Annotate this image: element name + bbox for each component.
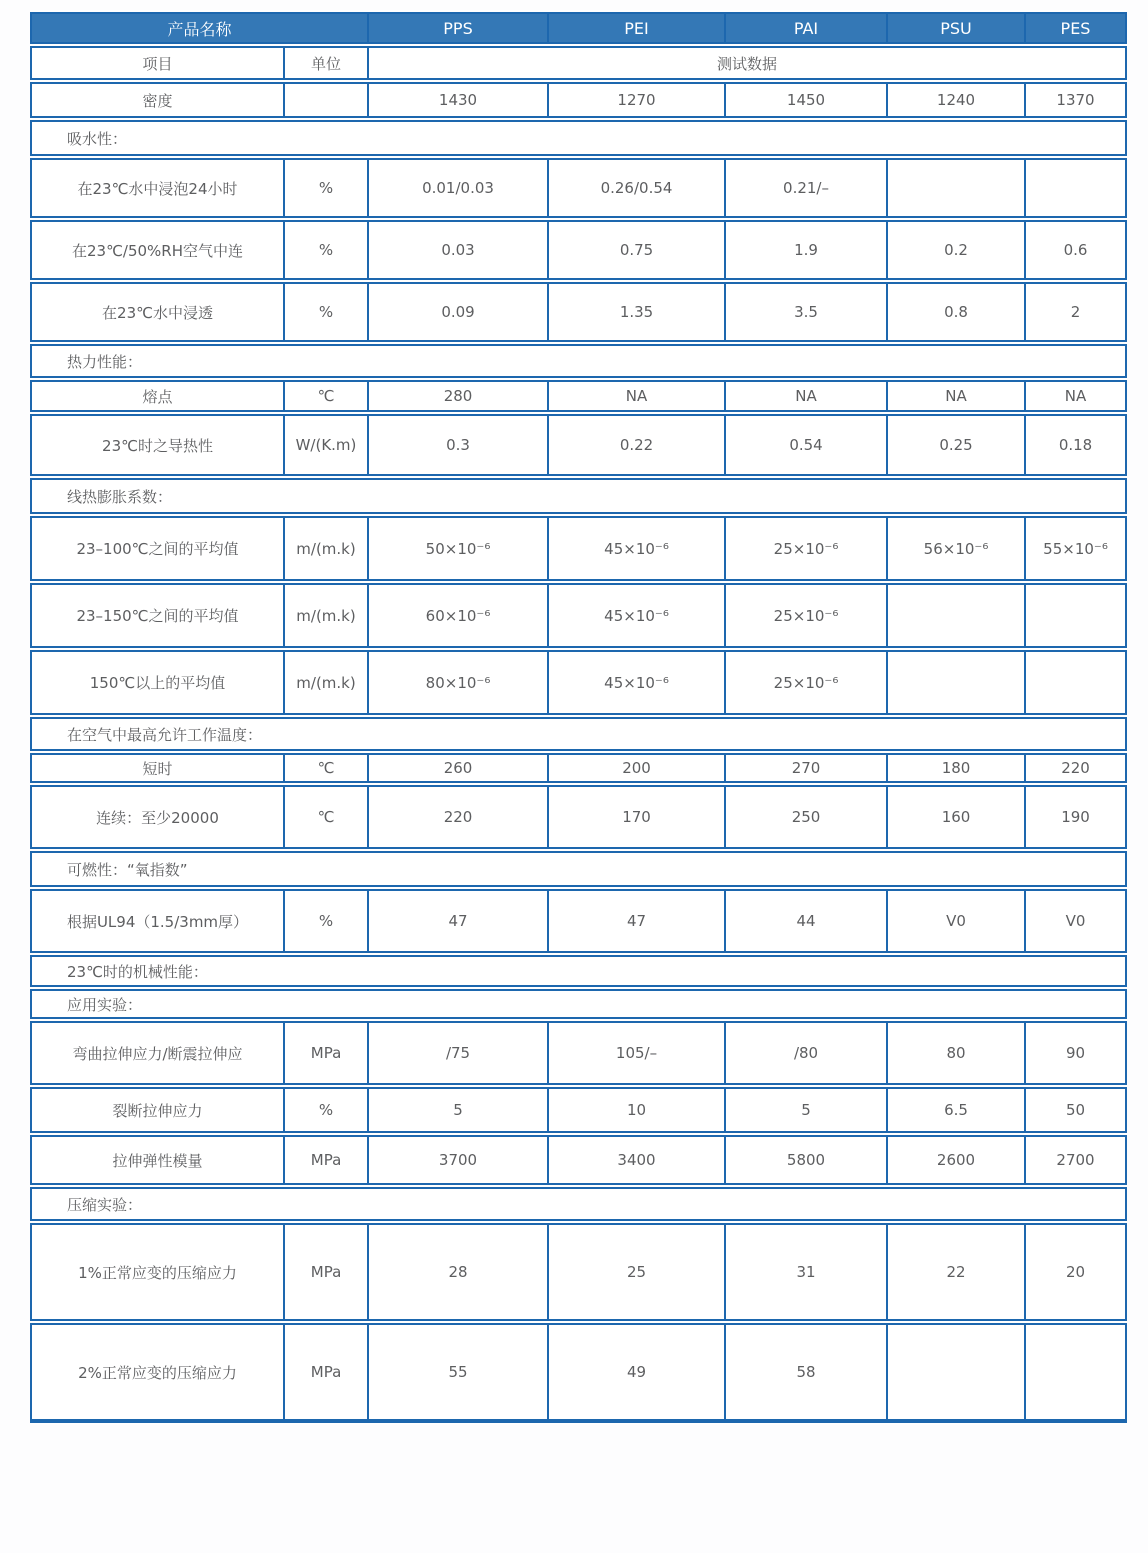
subheader-row	[30, 46, 1127, 80]
value-cell: 0.75	[548, 220, 725, 280]
product-header-row	[30, 12, 1127, 44]
value-cell: 220	[1025, 753, 1127, 783]
table-row	[30, 380, 1127, 412]
product-header-cell: PAI	[725, 12, 887, 44]
product-header-cell: PPS	[368, 12, 548, 44]
value-cell: 28	[368, 1223, 548, 1321]
value-cell: 1270	[548, 82, 725, 118]
property-label-cell: 在23℃水中浸泡24小时	[30, 158, 284, 218]
product-header-cell: PSU	[887, 12, 1025, 44]
value-cell: 47	[548, 889, 725, 953]
section-row	[30, 1187, 1127, 1221]
value-cell: 0.18	[1025, 414, 1127, 476]
property-label-cell: 23–100℃之间的平均值	[30, 516, 284, 581]
value-cell: 270	[725, 753, 887, 783]
value-cell	[887, 158, 1025, 218]
value-cell: 49	[548, 1323, 725, 1423]
value-cell: 3400	[548, 1135, 725, 1185]
product-name-header-cell: 产品名称	[30, 12, 368, 44]
value-cell: 0.6	[1025, 220, 1127, 280]
table-row	[30, 414, 1127, 476]
section-header-cell: 应用实验：	[30, 989, 1127, 1019]
value-cell: 2700	[1025, 1135, 1127, 1185]
value-cell: 1.9	[725, 220, 887, 280]
value-cell: 190	[1025, 785, 1127, 849]
value-cell: NA	[887, 380, 1025, 412]
value-cell: 55	[368, 1323, 548, 1423]
property-label-cell: 根据UL94（1.5/3mm厚）	[30, 889, 284, 953]
section-header-cell: 压缩实验：	[30, 1187, 1127, 1221]
value-cell: 45×10⁻⁶	[548, 650, 725, 715]
value-cell: 20	[1025, 1223, 1127, 1321]
section-header-cell: 吸水性：	[30, 120, 1127, 156]
value-cell: 0.54	[725, 414, 887, 476]
table-row	[30, 158, 1127, 218]
unit-cell: MPa	[284, 1135, 368, 1185]
unit-header-cell: 单位	[284, 46, 368, 80]
value-cell: 250	[725, 785, 887, 849]
value-cell: NA	[725, 380, 887, 412]
unit-cell: ℃	[284, 380, 368, 412]
property-label-cell: 拉伸弹性模量	[30, 1135, 284, 1185]
table-row	[30, 82, 1127, 118]
value-cell: 200	[548, 753, 725, 783]
value-cell: 3.5	[725, 282, 887, 342]
value-cell: 1370	[1025, 82, 1127, 118]
value-cell	[887, 1323, 1025, 1423]
value-cell: 5800	[725, 1135, 887, 1185]
section-row	[30, 989, 1127, 1019]
value-cell: 3700	[368, 1135, 548, 1185]
property-label-cell: 23–150℃之间的平均值	[30, 583, 284, 648]
value-cell: 58	[725, 1323, 887, 1423]
unit-cell: MPa	[284, 1323, 368, 1423]
value-cell: 6.5	[887, 1087, 1025, 1133]
value-cell: 1240	[887, 82, 1025, 118]
unit-cell	[284, 82, 368, 118]
unit-cell: m/(m.k)	[284, 650, 368, 715]
value-cell: 0.01/0.03	[368, 158, 548, 218]
value-cell: 55×10⁻⁶	[1025, 516, 1127, 581]
section-row	[30, 344, 1127, 378]
section-header-cell: 线热膨胀系数：	[30, 478, 1127, 514]
value-cell: 31	[725, 1223, 887, 1321]
property-label-cell: 熔点	[30, 380, 284, 412]
table-row	[30, 282, 1127, 342]
table-row	[30, 753, 1127, 783]
value-cell: 25×10⁻⁶	[725, 516, 887, 581]
value-cell: NA	[548, 380, 725, 412]
unit-cell: %	[284, 158, 368, 218]
section-row	[30, 478, 1127, 514]
value-cell: 1450	[725, 82, 887, 118]
properties-table	[30, 10, 1127, 1425]
value-cell: 180	[887, 753, 1025, 783]
product-header-cell: PEI	[548, 12, 725, 44]
value-cell: 80	[887, 1021, 1025, 1085]
section-row	[30, 120, 1127, 156]
value-cell: 160	[887, 785, 1025, 849]
value-cell: 0.25	[887, 414, 1025, 476]
property-label-cell: 弯曲拉伸应力/断震拉伸应	[30, 1021, 284, 1085]
unit-cell: %	[284, 889, 368, 953]
table-row	[30, 1087, 1127, 1133]
table-row	[30, 1135, 1127, 1185]
value-cell: V0	[1025, 889, 1127, 953]
property-label-cell: 短时	[30, 753, 284, 783]
value-cell: V0	[887, 889, 1025, 953]
property-label-cell: 150℃以上的平均值	[30, 650, 284, 715]
value-cell: 10	[548, 1087, 725, 1133]
table-row	[30, 889, 1127, 953]
product-header-cell: PES	[1025, 12, 1127, 44]
unit-cell: ℃	[284, 753, 368, 783]
value-cell: 0.03	[368, 220, 548, 280]
value-cell	[887, 650, 1025, 715]
table-row	[30, 220, 1127, 280]
value-cell: 50	[1025, 1087, 1127, 1133]
value-cell: 50×10⁻⁶	[368, 516, 548, 581]
unit-cell: MPa	[284, 1021, 368, 1085]
value-cell: 5	[725, 1087, 887, 1133]
section-header-cell: 在空气中最高允许工作温度：	[30, 717, 1127, 751]
table-row	[30, 1323, 1127, 1423]
section-header-cell: 23℃时的机械性能：	[30, 955, 1127, 987]
value-cell: 0.8	[887, 282, 1025, 342]
unit-cell: m/(m.k)	[284, 583, 368, 648]
property-label-cell: 裂断拉伸应力	[30, 1087, 284, 1133]
section-header-cell: 可燃性：“氧指数”	[30, 851, 1127, 887]
value-cell: 80×10⁻⁶	[368, 650, 548, 715]
property-label-cell: 2%正常应变的压缩应力	[30, 1323, 284, 1423]
unit-cell: %	[284, 282, 368, 342]
value-cell: 2600	[887, 1135, 1025, 1185]
value-cell: 0.21/–	[725, 158, 887, 218]
value-cell: 220	[368, 785, 548, 849]
property-label-cell: 23℃时之导热性	[30, 414, 284, 476]
value-cell	[1025, 158, 1127, 218]
value-cell: 90	[1025, 1021, 1127, 1085]
unit-cell: %	[284, 1087, 368, 1133]
table-row	[30, 1021, 1127, 1085]
value-cell: 0.26/0.54	[548, 158, 725, 218]
property-label-cell: 在23℃/50%RH空气中连	[30, 220, 284, 280]
value-cell: 60×10⁻⁶	[368, 583, 548, 648]
section-row	[30, 717, 1127, 751]
section-row	[30, 955, 1127, 987]
value-cell: 25	[548, 1223, 725, 1321]
table-row	[30, 650, 1127, 715]
unit-cell: ℃	[284, 785, 368, 849]
value-cell: 1430	[368, 82, 548, 118]
property-label-cell: 在23℃水中浸透	[30, 282, 284, 342]
value-cell: 0.3	[368, 414, 548, 476]
value-cell: 45×10⁻⁶	[548, 516, 725, 581]
value-cell: 0.09	[368, 282, 548, 342]
properties-table-body	[30, 12, 1127, 1423]
test-data-header-cell: 测试数据	[368, 46, 1127, 80]
value-cell: 105/–	[548, 1021, 725, 1085]
unit-cell: m/(m.k)	[284, 516, 368, 581]
value-cell: 0.22	[548, 414, 725, 476]
unit-cell: MPa	[284, 1223, 368, 1321]
table-row	[30, 583, 1127, 648]
value-cell: 44	[725, 889, 887, 953]
value-cell: 5	[368, 1087, 548, 1133]
value-cell	[887, 583, 1025, 648]
value-cell: 25×10⁻⁶	[725, 583, 887, 648]
value-cell: 0.2	[887, 220, 1025, 280]
property-label-cell: 连续：至少20000	[30, 785, 284, 849]
value-cell	[1025, 583, 1127, 648]
value-cell: 45×10⁻⁶	[548, 583, 725, 648]
value-cell: 22	[887, 1223, 1025, 1321]
value-cell: 1.35	[548, 282, 725, 342]
table-row	[30, 1223, 1127, 1321]
value-cell: 170	[548, 785, 725, 849]
value-cell: NA	[1025, 380, 1127, 412]
value-cell	[1025, 650, 1127, 715]
value-cell: 47	[368, 889, 548, 953]
value-cell: 25×10⁻⁶	[725, 650, 887, 715]
section-row	[30, 851, 1127, 887]
property-label-cell: 密度	[30, 82, 284, 118]
value-cell: /75	[368, 1021, 548, 1085]
item-header-cell: 项目	[30, 46, 284, 80]
value-cell: /80	[725, 1021, 887, 1085]
unit-cell: %	[284, 220, 368, 280]
table-row	[30, 516, 1127, 581]
value-cell	[1025, 1323, 1127, 1423]
unit-cell: W/(K.m)	[284, 414, 368, 476]
section-header-cell: 热力性能：	[30, 344, 1127, 378]
table-row	[30, 785, 1127, 849]
value-cell: 2	[1025, 282, 1127, 342]
value-cell: 260	[368, 753, 548, 783]
value-cell: 56×10⁻⁶	[887, 516, 1025, 581]
property-label-cell: 1%正常应变的压缩应力	[30, 1223, 284, 1321]
value-cell: 280	[368, 380, 548, 412]
